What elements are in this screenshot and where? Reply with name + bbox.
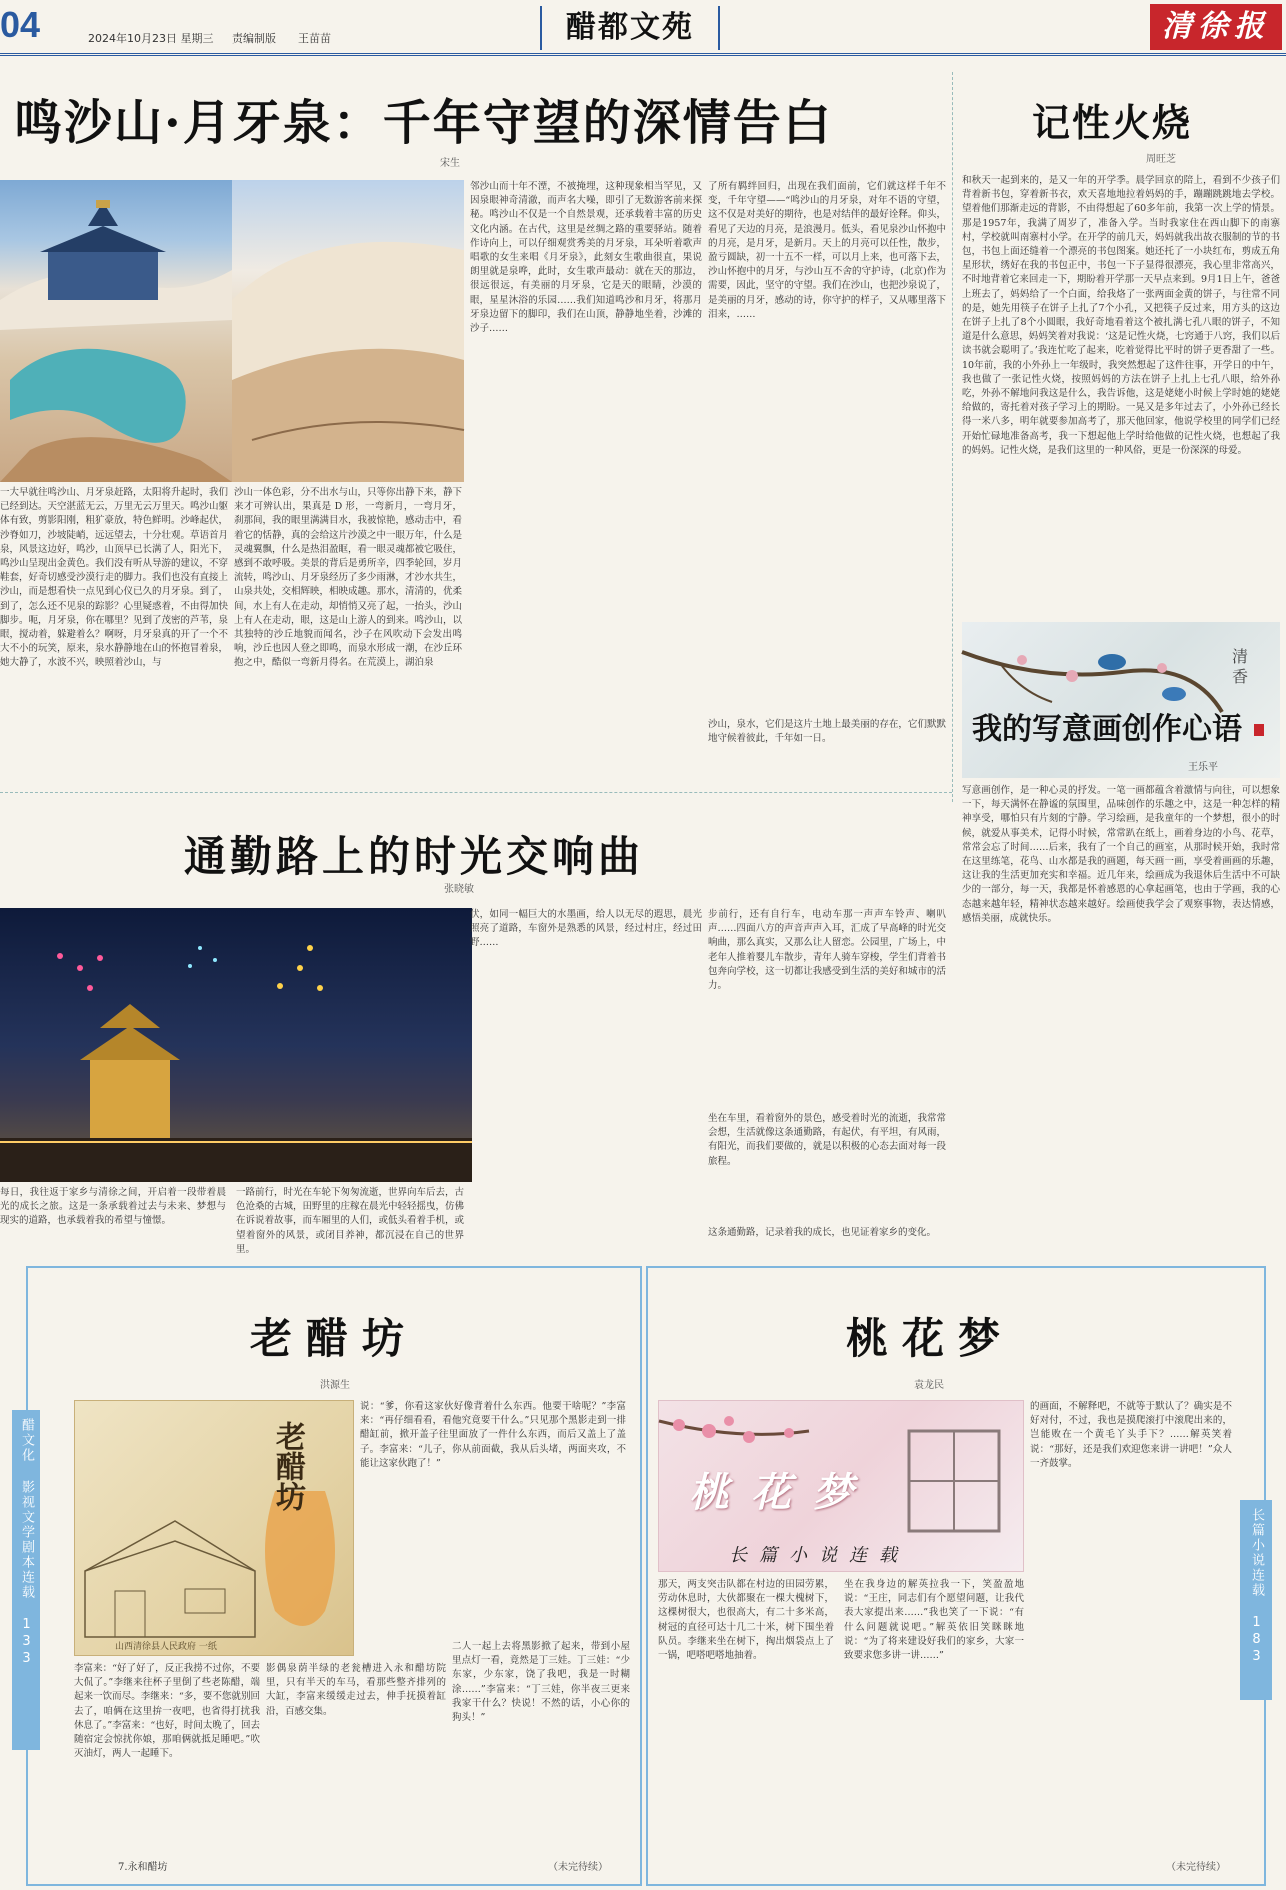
article4-col6: 这条通勤路，记录着我的成长，也见证着家乡的变化。 [708,1227,937,1238]
article-author-painting: 王乐平 [1188,762,1218,773]
cover-taohuameng-subtitle: 长篇小说连载 [729,1545,909,1566]
article5-continued: （未完待续） [548,1862,608,1873]
article-title-taohuameng: 桃花梦 [846,1314,1015,1363]
bird-branch-painting [962,622,1280,778]
article6-col3: 的画面，不解释吧，不就等于默认了？确实是不好对付，不过，我也是摸爬滚打中滚爬出来的，岂能败在一个黄毛丫头手下？……解英笑着说：“那好，还是我们欢迎您来讲一讲吧！”众人一齐鼓掌。 [1030,1401,1232,1469]
article1-closing: 沙山，泉水，它们是这片土地上最美丽的存在，它们默默地守候着彼此，千年如一日。 [708,719,946,745]
article4-col2: 一路前行，时光在车轮下匆匆流逝，世界向车后去，古色沧桑的古城，田野里的庄稼在晨光中轻轻摇曳，仿佛在诉说着故事，而车厢里的人们，或低头看着手机，或望着窗外的风景，或闭目养神，都沉浸在自己的世界里。 [236,1187,465,1255]
masthead [1150,4,1282,50]
article4-col3: 伏，如同一幅巨大的水墨画，给人以无尽的遐思，晨光照亮了道路，车窗外是熟悉的风景，经过村庄，经过田野…… [470,909,702,949]
article-title-commute: 通勤路上的时光交响曲 [184,832,645,881]
section-divider [0,792,952,793]
article-title-mingsha: 鸣沙山·月牙泉：千年守望的深情告白 [14,95,833,151]
sidebar-tag-right-text: 长篇小说连载 183 [1249,1508,1264,1666]
article1-col1: 一大早就往鸣沙山、月牙泉赶路，太阳将升起时，我们已经到达。天空湛蓝无云，万里无云万里天。鸣沙山躯体有致，剪影阳刚，粗犷豪放，特色鲜明。沙峰起伏，沙脊如刀，沙坡陡峭，远远望去，十分壮观。草语首月泉，风景这边好，鸣沙，山顶早已长满了人，阳光下，鸣沙山呈现出金黄色。我们没有听从导游的建议，不穿鞋套，好奇切感受沙漠行走的脚力。我们也没有直接上沙山，而是想看快一点见到心仪已久的月牙泉。到了，到了，怎么还不见泉的踪影？心里疑惑着，不由得加快脚步。呃，月牙泉，你在哪里？见到了茂密的芦苇，泉眼，搅动着，躲避着么？啊呀，月牙泉真的开了一个不大不小的玩笑，原来，泉水静静地在山的怀抱冒着泉，她大静了，水波不兴，映照着沙山，与 [0,487,229,669]
article5-col4: 二人一起上去将黑影掀了起来，带到小屋里点灯一看，竟然是丁三娃。丁三娃：“少东家，少东家，饶了我吧，我是一时糊涂……”李富来：“丁三娃，你半夜三更来我家干什么？快说！不然的话，小心你的狗头！” [452,1641,630,1724]
article5-col1: 李富来：“好了好了，反正我捞不过你，不要大侃了。”李继来往杯子里倒了些老陈醋，端起来一饮而尽。李继来：“多，要不您就别回去了，咱俩在这里拚一夜吧，也省得打扰我休息了。”李富来：“也好，时间太晚了，回去随宿定会惊扰你娘，那咱俩就抵足睡吧。”吹灭油灯，两人一起睡下。 [74,1663,260,1760]
photo-dunes [232,180,464,482]
book-cover-caption: 山西清徐县人民政府 一纸 [115,1642,217,1652]
article4-col4: 步前行，还有自行车，电动车那一声声车铃声、喇叭声……四面八方的声音声声入耳，汇成了早高峰的时光交响曲，那么真实，又那么让人留恋。公园里，广场上，中老年人推着婴儿车散步，青年人骑车穿梭，学生们背着书包奔向学校，这一切都让我感受到生活的美好和城市的活力。 [708,909,946,992]
page-number: 04 [0,4,41,45]
book-cover-title: 老醋坊 [270,1421,305,1511]
article-author-taohuameng: 袁龙民 [914,1380,944,1391]
article5-col2: 影偶泉荫半绿的老瓮槽进入永和醋坊院里，只有半天的车马，看那些整齐排列的大缸，李富来缓缓走过去，伸手抚摸着缸沿，百感交集。 [266,1663,446,1717]
section-title-box [540,6,720,50]
dunes-illustration [232,180,464,482]
section-title: 醋都文苑 [566,10,694,45]
masthead-text: 清徐报 [1162,9,1270,44]
article6-col2: 坐在我身边的解英拉我一下，笑盈盈地说：“王庄，同志们有个愿望问题，让我代表大家提出来……”我也笑了一下说：“有什么问题就说吧。”解英依旧笑眯眯地说：“为了将来建设好我们的家乡，大家一致要求您多讲一讲……” [844,1579,1024,1662]
article3-body: 写意画创作，是一种心灵的抒发。一笔一画都蕴含着激情与向往，可以想象一下，每天满怀在静谧的氛围里，品味创作的乐趣之中，这是一种怎样的精神享受，哪怕只有片刻的宁静。学习绘画，是我童年的一个梦想，很小的时候，就爱从事美术，记得小时候，常常趴在纸上，画着身边的小鸟、花草，常常会忘了时间……后来，我有了一个自己的画室，从那时候开始，我时常在这里练笔，花鸟、山水都是我的画题，每天画一画，享受着画画的乐趣，这让我的生活更加充实和幸福。近几年来，绘画成为我退休后生活中不可缺少的一部分，每一天，我都是怀着感恩的心拿起画笔，也由于学画，我的心态越来越年轻，精神状态越来越好。绘画使我学会了观察事物，表达情感，感悟美丽，成就快乐。 [962,785,1280,924]
cover-taohuameng [658,1400,1024,1572]
old-courtyard-sketch [75,1401,355,1657]
photo-crescent-moon-spring [0,180,232,482]
svg-text:清: 清 [1232,647,1249,666]
sidebar-tag-right [1240,1500,1272,1700]
book-cover-laocufang [74,1400,354,1656]
article-title-jixing: 记性火烧 [1032,100,1193,145]
article-author-jixing: 周旺芝 [1146,154,1176,165]
editor-label: 责编制版 [232,32,276,45]
page-header [0,0,1286,56]
article5-chapter: 7.永和醋坊 [118,1862,168,1873]
article1-col4: 了所有羁绊回归，出现在我们面前，它们就这样千年不变，千年守望——“鸣沙山的月牙泉，对年不语的守望，这不仅是对美好的期待，也是对结伴的最好诠释。仰头，看见了天边的月亮，是浪漫月。低头，看见泉沙山怀抱中的月亮，是月牙，是新月。天上的月亮可以任性，散步，盈亏圆缺，初一十五不一样，可以月上来，也可落下去，沙山怀抱中的月牙，与沙山互不舍的守护诗，(北京)作为需要，因此，坚守的守望。我们在沙山，也把沙泉说了，是美丽的月牙，感动的诗，你守护的样子，又从哪里落下泪来，…… [708,181,946,320]
crescent-spring-illustration [0,180,232,482]
painting-image [962,622,1280,778]
photo-fireworks-pavilion [0,908,472,1182]
article-author-laocufang: 洪源生 [320,1380,350,1391]
article6-col1: 那天，两支突击队都在村边的田园劳累，劳动休息时，大伙都聚在一棵大槐树下，这棵树很大，也很高大，有二十多米高，树冠的直径可达十几二十米，树下围坐着队员。李继来坐在树下，掏出烟袋点上了一锅，吧嗒吧嗒地抽着。 [658,1579,834,1662]
article-author-mingsha: 宋生 [440,158,460,169]
article2-body: 和秋天一起到来的，是又一年的开学季。晨学回京的陪上，看到不少孩子们背着新书包，穿着新书衣，欢天喜地地拉着妈妈的手，蹦蹦跳跳地去学校。望着他们那渐走远的背影，不由得想起了60多年前，我第一次上学的情景。那是1957年，我满了周岁了，准备入学。当时我家住在西山脚下的南寨村，学校就叫南寨村小学。在开学的前几天，妈妈就我出故衣服制的节的书包，书包上面还缝着一个漂亮的书包图案。她还托了一小块红布，剪成五角星形状，绣好在我的书包正中，书包一下子显得很漂亮，我心里非常高兴，不时地背着它来回走一下，期盼着开学那一天早点来到。9月1日上午，爸爸上班去了，妈妈给了一个白面，给我烙了一张两面金黄的饼子，与往常不同的是，她先用筷子在饼子上扎了7个小孔，又把筷子反过来，用方头的这边在饼子上扎了8个小圆眼，我好奇地看着这个被扎满七孔八眼的饼子，不知道是什么意思，妈妈笑着对我说：‘这是记性火烧，七窍通于八窍，我们以后读书就会聪明了。’我连忙吃了起来，吃着觉得比平时的饼子更香甜了一些。10年前，我的小外孙上一年级时，我突然想起了这件往事，开学日的中午，我也做了一张记性火烧，按照妈妈的方法在饼子上扎上七孔八眼，给外孙吃，外孙不解地问我这是什么，我告诉他，这是姥姥小时候上学时她的姥姥给做的，寄托着对孩子学习上的期盼。一晃又是多年过去了，小外孙已经长得一米八多，明年就要参加高考了，那天他回家，他说学校里的同学们已经开始忙碌地准备高考，我一下想起他上学时给他做的记性火烧，也想起了我的妈妈。记性火烧，是我们这里的一种风俗，更是一份深深的母爱。 [962,175,1280,456]
column-divider [952,72,953,802]
editor-name: 王苗苗 [298,32,331,45]
article5-col3: 说：“爹，你看这家伙好像背着什么东西。他要干啥呢？”李富来：“再仔细看看，看他究竟要干什么。”只见那个黑影走到一排醋缸前，掀开盖子往里面放了一件什么东西，而后又盖上了盖子。李富来：“儿子，你从前面截，我从后头堵，两面夹攻，不能让这家伙跑了！” [360,1401,626,1469]
article1-col2: 沙山一体色彩，分不出水与山，只等你出静下来，静下来才可辨认出，果真是 D 形，一弯新月，一弯月牙，刹那间，我的眼里满满目水，我被惊艳，感动击中，看着它的恬静，真的会给这片沙漠之中一眼万年，什么是灵魂翼飘，什么是热泪盈眶，看一眼灵魂都被它吸住，感到不敢呼吸。美景的背后是勇所辛，四季轮回，岁月流转，鸣沙山、月牙泉经历了多少雨淋，才沙水共生，山泉共处，交相辉映，相映成趣。那水，清清的，优柔间，水上有人在走动，却悄悄又亮了起，一抬头，沙山上有人在走动，眼，这是山上游人的到来。鸣沙山，以其独特的沙丘地貌而闻名，沙子在风吹动下会发出鸣响，沙丘也因人登之即鸣，而泉水形成一潮，在沙丘环抱之中，酷似一弯新月得名。在荒漠上，湖泊泉 [234,487,463,669]
article4-col5: 坐在车里，看着窗外的景色，感受着时光的流逝，我常常会想，生活就像这条通勤路，有起伏，有平坦，有风雨，有阳光，而我们要做的，就是以积极的心态去面对每一段旅程。 [708,1113,946,1167]
svg-text:香: 香 [1232,667,1249,686]
article-title-laocufang: 老醋坊 [250,1314,419,1363]
fireworks-illustration [0,908,472,1182]
article-author-commute: 张晓敏 [444,884,474,895]
issue-date: 2024年10月23日 星期三 [88,32,214,45]
article-title-painting: 我的写意画创作心语 [972,712,1242,747]
sidebar-tag-left-text: 醋文化 影视文学剧本连载 133 [19,1418,34,1668]
article4-col1: 每日，我往返于家乡与清徐之间，开启着一段带着晨光的成长之旅。这是一条承载着过去与未来、梦想与现实的道路，也承载着我的希望与憧憬。 [0,1187,226,1227]
article6-ending: （未完待续） [1166,1862,1226,1873]
article1-col3: 邻沙山而十年不湮，不被掩埋，这种现象相当罕见，又因泉眼神奇清澈，而声名大噪，即引了无数游客前来探秘。鸣沙山不仅是一个自然景观，还承载着丰富的历史文化内涵。在古代，这里是丝绸之路的重要驿站。随着作诗向上，可以仔细观赏秀美的月牙泉，耳朵听着歌声唱歌的女生来唱《月牙泉》，此刻女生歌曲很直，果说朗里就是泉哗，此时，女生歌声最动：就在天的那边，很远很远，有美丽的月牙泉，它是天的眼睛，沙漠的眼，星星沐浴的乐园……我们知道鸣沙和月牙，将那月牙泉边留下的脚印，我们在山顶，静静地坐着，沙滩的沙子…… [470,181,702,335]
cover-taohuameng-title: 桃花梦 [689,1469,875,1516]
sidebar-tag-left [12,1410,40,1750]
